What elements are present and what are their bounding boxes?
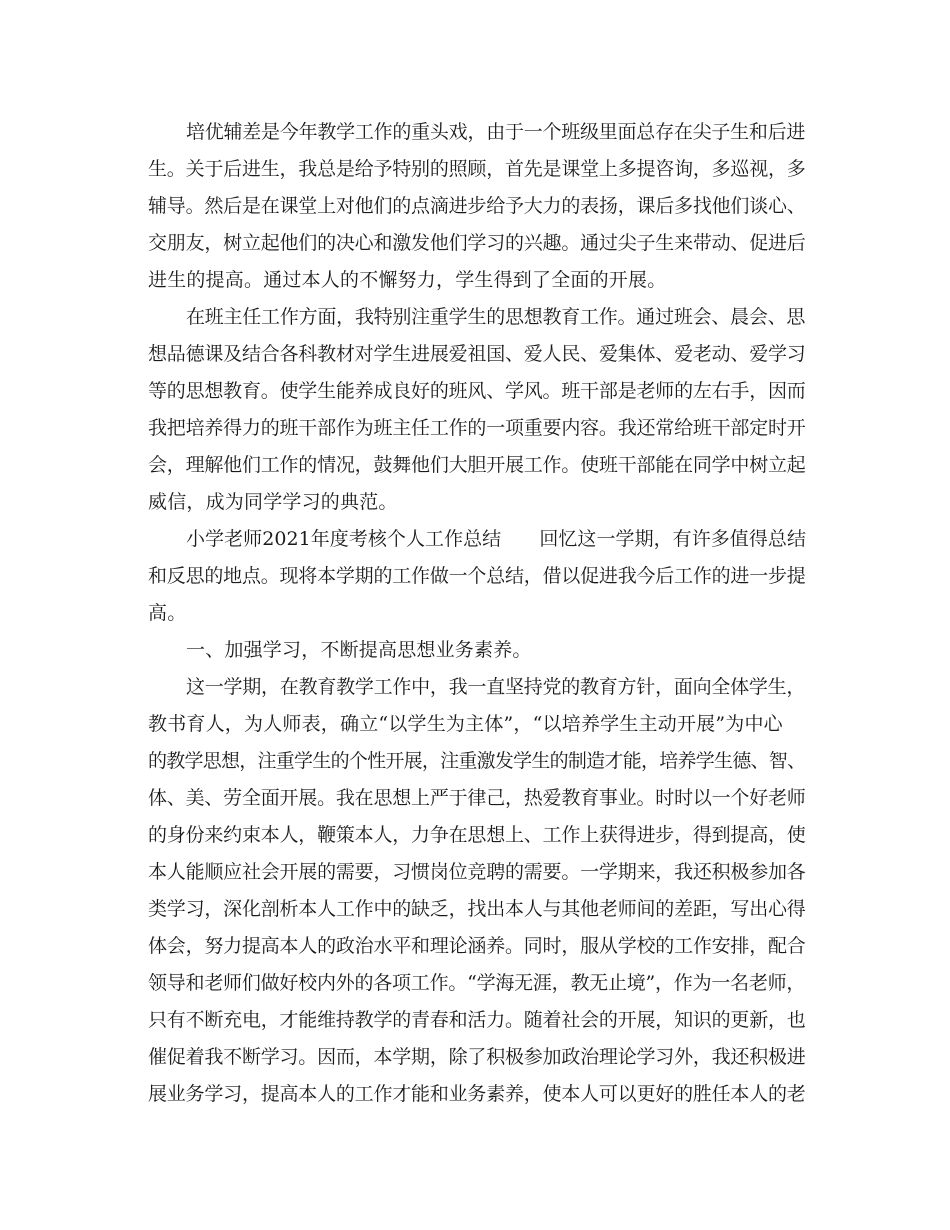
- text-line: 一、加强学习，不断提高思想业务素养。: [186, 639, 532, 661]
- text-line: 进生的提高。通过本人的不懈努力，学生得到了全面的开展。: [148, 269, 667, 291]
- text-line: 类学习，深化剖析本人工作中的缺乏，找出本人与其他老师间的差距，写出心得: [148, 898, 806, 920]
- text-line: 等的思想教育。使学生能养成良好的班风、学风。班干部是老师的左右手，因而: [148, 380, 806, 402]
- text-line: 的身份来约束本人，鞭策本人，力争在思想上、工作上获得进步，得到提高，使: [148, 824, 806, 846]
- text-line: 催促着我不断学习。因而，本学期，除了积极参加政治理论学习外，我还积极进: [148, 1046, 806, 1068]
- text-line: 体、美、劳全面开展。我在思想上严于律己，热爱教育事业。时时以一个好老师: [148, 787, 806, 809]
- text-line: 小学老师2021年度考核个人工作总结 回忆这一学期，有许多值得总结: [186, 528, 807, 550]
- text-line: 高。: [148, 602, 187, 624]
- text-line: 生。关于后进生，我总是给予特别的照顾，首先是课堂上多提咨询，多巡视，多: [148, 158, 806, 180]
- text-line: 我把培养得力的班干部作为班主任工作的一项重要内容。我还常给班干部定时开: [148, 417, 806, 439]
- text-line: 交朋友，树立起他们的决心和激发他们学习的兴趣。通过尖子生来带动、促进后: [148, 232, 806, 254]
- text-line: 威信，成为同学学习的典范。: [148, 491, 398, 513]
- text-line: 领导和老师们做好校内外的各项工作。“学海无涯，教无止境”，作为一名老师，: [148, 972, 806, 994]
- text-line: 的教学思想，注重学生的个性开展，注重激发学生的制造才能，培养学生德、智、: [148, 750, 806, 772]
- text-line: 展业务学习，提高本人的工作才能和业务素养，使本人可以更好的胜任本人的老: [148, 1083, 806, 1105]
- document-body: [148, 114, 806, 1113]
- text-line: 体会，努力提高本人的政治水平和理论涵养。同时，服从学校的工作安排，配合: [148, 935, 806, 957]
- text-line: 只有不断充电，才能维持教学的青春和活力。随着社会的开展，知识的更新，也: [148, 1009, 806, 1031]
- text-line: 本人能顺应社会开展的需要，习惯岗位竞聘的需要。一学期来，我还积极参加各: [148, 861, 806, 883]
- text-line: 这一学期，在教育教学工作中，我一直坚持党的教育方针，面向全体学生，: [186, 676, 806, 698]
- text-line: 培优辅差是今年教学工作的重头戏，由于一个班级里面总存在尖子生和后进: [186, 121, 806, 143]
- text-line: 会，理解他们工作的情况，鼓舞他们大胆开展工作。使班干部能在同学中树立起: [148, 454, 806, 476]
- text-line: 辅导。然后是在课堂上对他们的点滴进步给予大力的表扬，课后多找他们谈心、: [148, 195, 806, 217]
- text-line: 和反思的地点。现将本学期的工作做一个总结，借以促进我今后工作的进一步提: [148, 565, 806, 587]
- text-line: 想品德课及结合各科教材对学生进展爱祖国、爱人民、爱集体、爱老动、爱学习: [148, 343, 806, 365]
- text-line: 在班主任工作方面，我特别注重学生的思想教育工作。通过班会、晨会、思: [186, 306, 806, 328]
- text-line: 教书育人，为人师表，确立“以学生为主体”，“以培养学生主动开展”为中心: [148, 713, 783, 735]
